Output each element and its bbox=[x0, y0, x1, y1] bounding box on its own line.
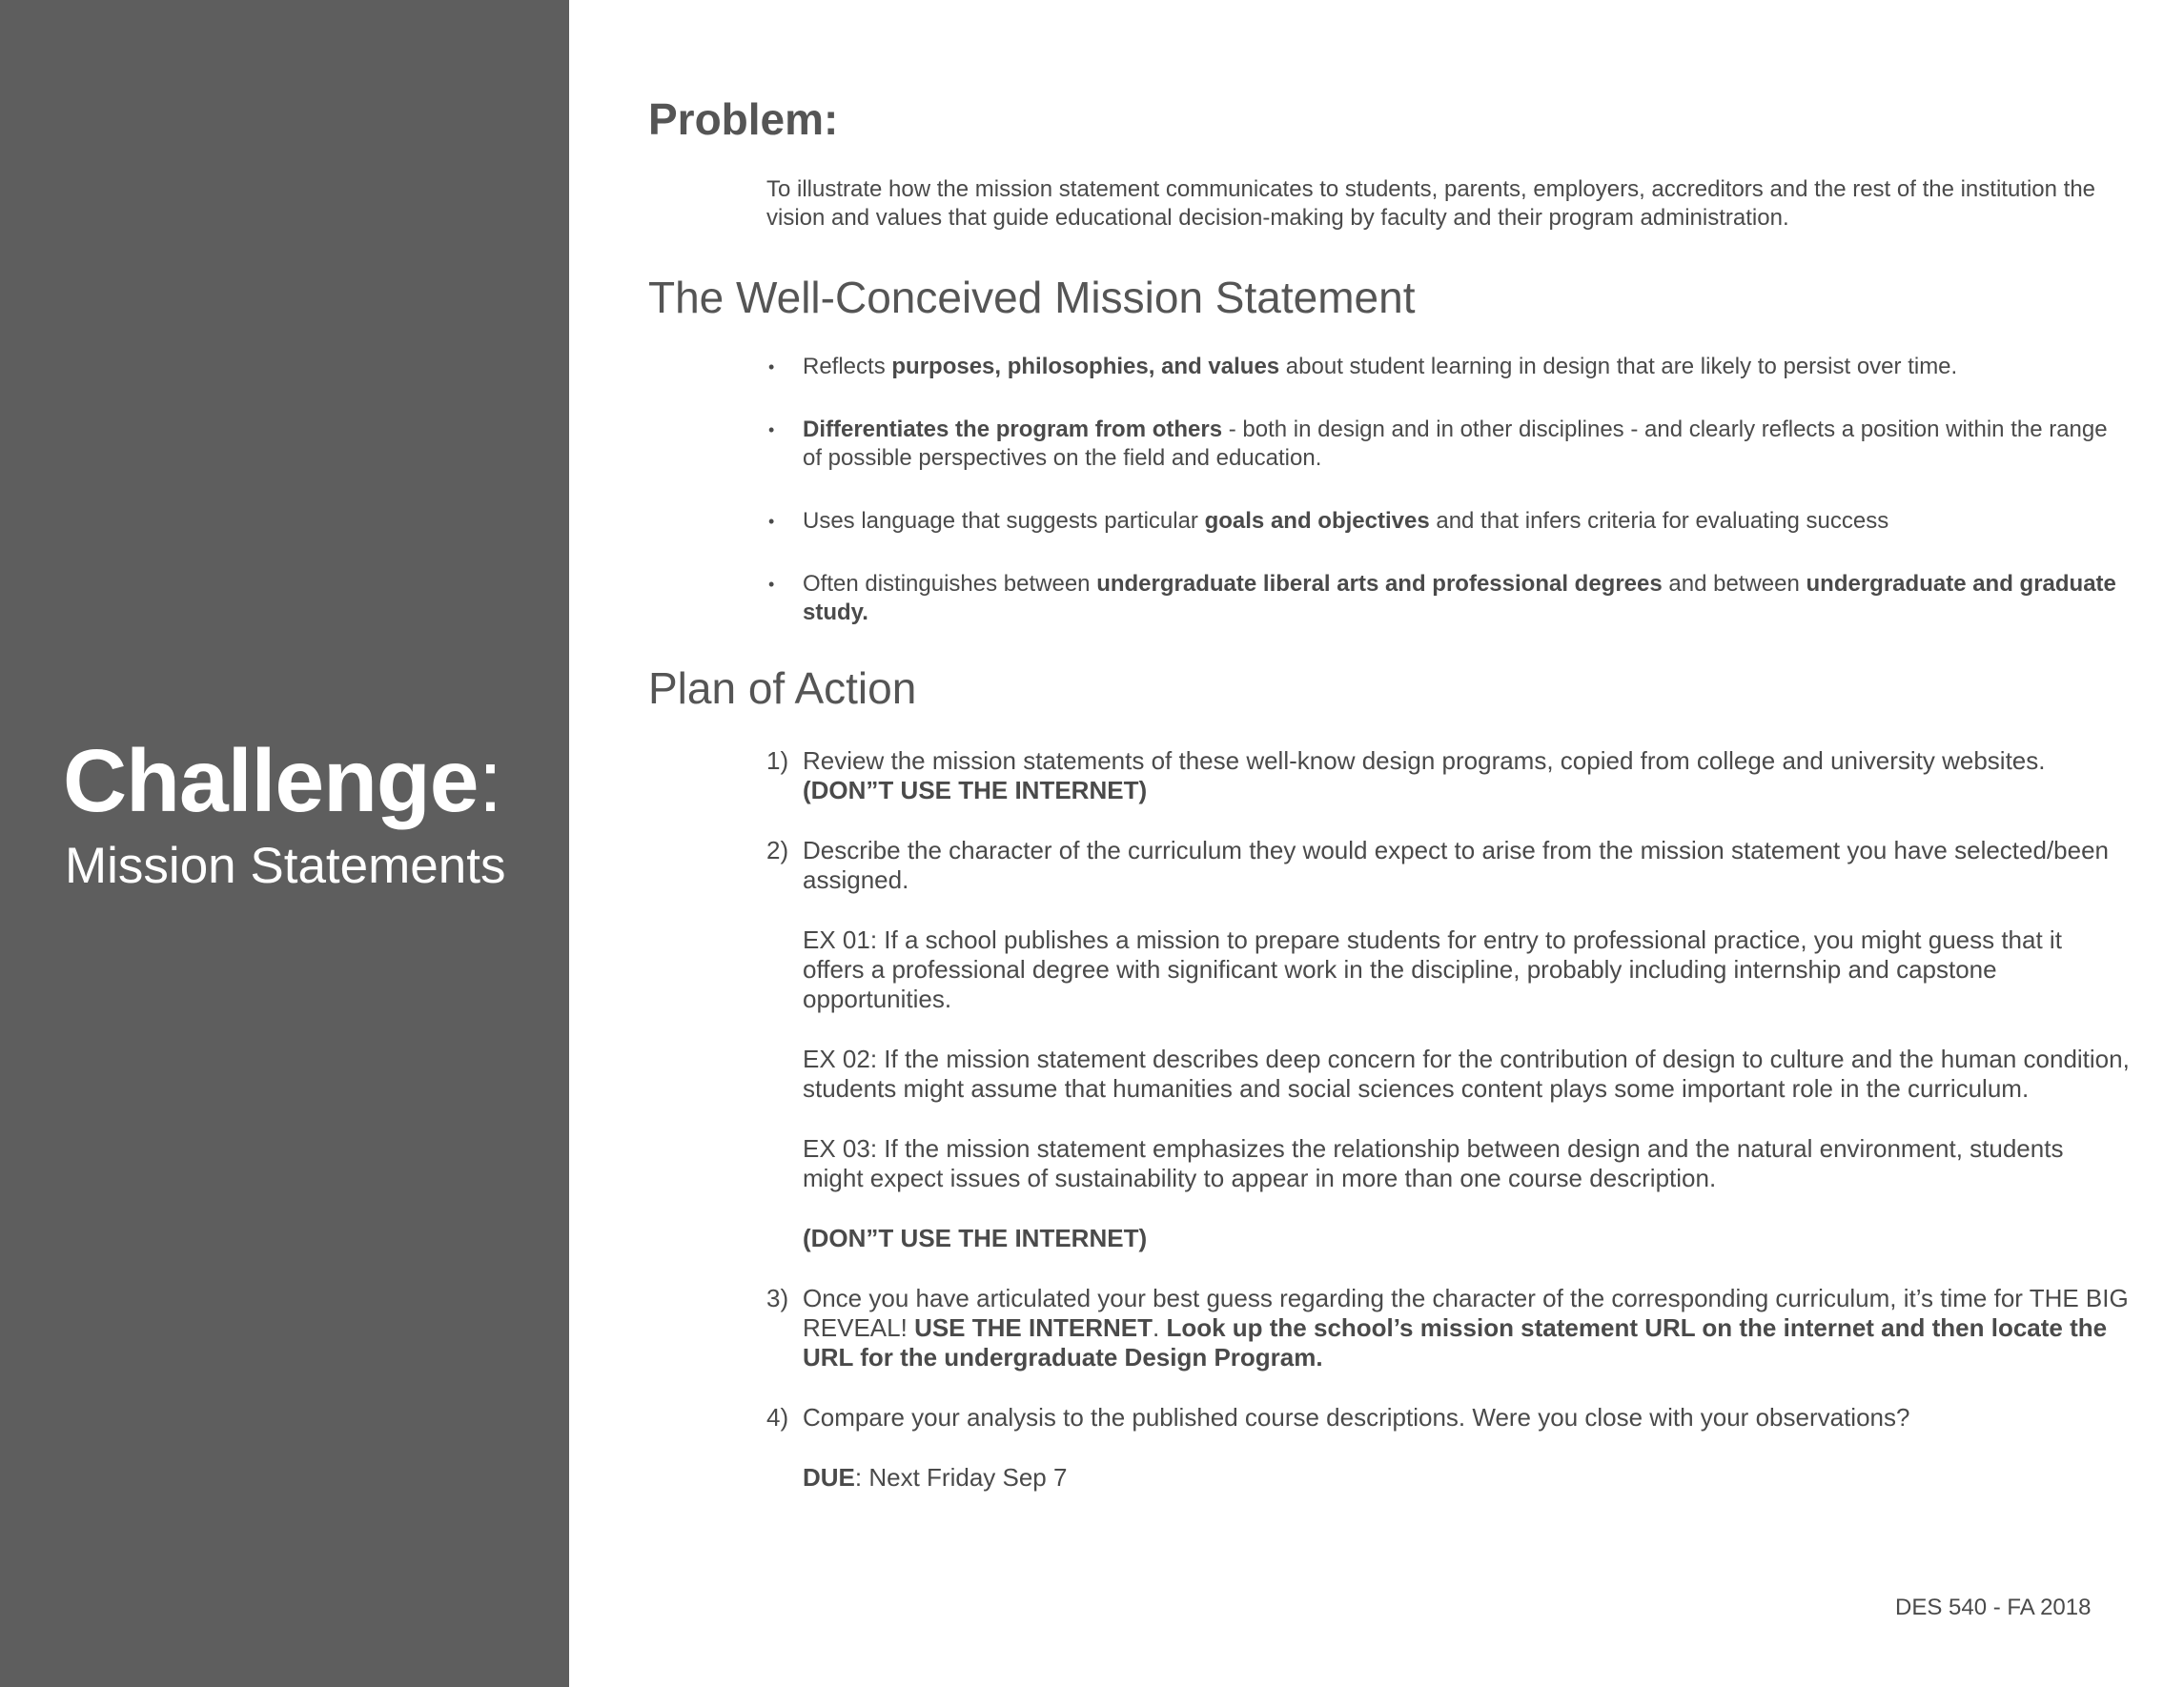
item-bold: goals and objectives bbox=[1204, 508, 1430, 534]
step-number: 1) bbox=[766, 746, 789, 775]
item-text: about student learning in design that are likely to persist over time. bbox=[1279, 354, 1958, 379]
challenge-title-colon: : bbox=[478, 731, 502, 830]
item-text: Often distinguishes between bbox=[803, 571, 1097, 597]
step-number: 4) bbox=[766, 1403, 789, 1432]
example-2: EX 02: If the mission statement describes deep concern for the contribution of design to culture and the human condition, students might assume that humanities and social sciences content plays some important role in the curriculum. bbox=[803, 1045, 2130, 1103]
step-2 bbox=[766, 836, 2130, 1253]
item-text: Uses language that suggests particular bbox=[803, 508, 1205, 534]
item-bold: purposes, philosophies, and values bbox=[891, 354, 1280, 379]
example-1: EX 01: If a school publishes a mission to prepare students for entry to professional practice, you might guess that it offers a professional degree with significant work in the discipline, probably including internship and capstone opportunities. bbox=[803, 925, 2062, 1013]
item-bold: Differentiates the program from others bbox=[803, 417, 1223, 442]
challenge-title-text: Challenge bbox=[63, 731, 479, 830]
plan-steps bbox=[766, 746, 2130, 1493]
step-4 bbox=[766, 1403, 2130, 1493]
challenge-title bbox=[63, 732, 501, 829]
step-3 bbox=[766, 1284, 2130, 1372]
due-date bbox=[803, 1463, 2130, 1493]
bullet-icon: • bbox=[768, 575, 775, 594]
problem-text: To illustrate how the mission statement communicates to students, parents, employers, accreditors and the rest of the institution the vision and values that guide educational decision-making by faculty and their program administration. bbox=[766, 176, 2096, 231]
challenge-subtitle: Mission Statements bbox=[65, 838, 506, 894]
step-number: 3) bbox=[766, 1284, 789, 1312]
step-1 bbox=[766, 746, 2130, 805]
due-label: DUE bbox=[803, 1463, 855, 1492]
step-warning: (DON”T USE THE INTERNET) bbox=[803, 776, 1148, 804]
step-text: Describe the character of the curriculum they would expect to arise from the mission statement you have selected/been assigned. bbox=[803, 836, 2110, 894]
item-text: and between bbox=[1662, 571, 1806, 597]
item-text: Reflects bbox=[803, 354, 892, 379]
item-bold: undergraduate and graduate study. bbox=[803, 571, 2116, 625]
step-number: 2) bbox=[766, 836, 789, 864]
item-text: - both in design and in other disciplines - and clearly reflects a position within the range of possible perspectives on the field and education. bbox=[803, 417, 2108, 471]
step-text: Review the mission statements of these well-know design programs, copied from college and university websites. bbox=[803, 746, 2046, 775]
step-bold: Look up the school’s mission statement URL on the internet and then locate the URL for the undergraduate Design Program. bbox=[803, 1313, 2108, 1372]
course-footer: DES 540 - FA 2018 bbox=[1895, 1595, 2092, 1620]
bullet-icon: • bbox=[768, 357, 775, 376]
step-bold: USE THE INTERNET bbox=[914, 1313, 1153, 1342]
list-item bbox=[766, 416, 2120, 473]
list-item bbox=[766, 353, 2120, 381]
example-3: EX 03: If the mission statement emphasizes the relationship between design and the natural environment, students might expect issues of sustainability to appear in more than one course description. bbox=[803, 1134, 2064, 1192]
item-text: and that infers criteria for evaluating success bbox=[1429, 508, 1889, 534]
step-text: Once you have articulated your best guess regarding the character of the corresponding curriculum, it’s time for THE BIG REVEAL! bbox=[803, 1284, 2129, 1342]
plan-heading: Plan of Action bbox=[648, 663, 917, 713]
bullet-icon: • bbox=[768, 420, 775, 439]
list-item bbox=[766, 507, 2120, 536]
step-text: Compare your analysis to the published course descriptions. Were you close with your observations? bbox=[803, 1403, 1910, 1432]
bullet-icon: • bbox=[768, 512, 775, 531]
step-warning: (DON”T USE THE INTERNET) bbox=[803, 1224, 1148, 1252]
list-item bbox=[766, 570, 2120, 627]
due-text: : Next Friday Sep 7 bbox=[854, 1463, 1068, 1492]
item-bold: undergraduate liberal arts and professional degrees bbox=[1096, 571, 1663, 597]
well-conceived-list bbox=[766, 353, 2120, 661]
problem-heading: Problem: bbox=[648, 94, 839, 144]
sidebar-panel bbox=[0, 0, 569, 1687]
step-text: . bbox=[1152, 1313, 1167, 1342]
well-conceived-heading: The Well-Conceived Mission Statement bbox=[648, 273, 1416, 322]
